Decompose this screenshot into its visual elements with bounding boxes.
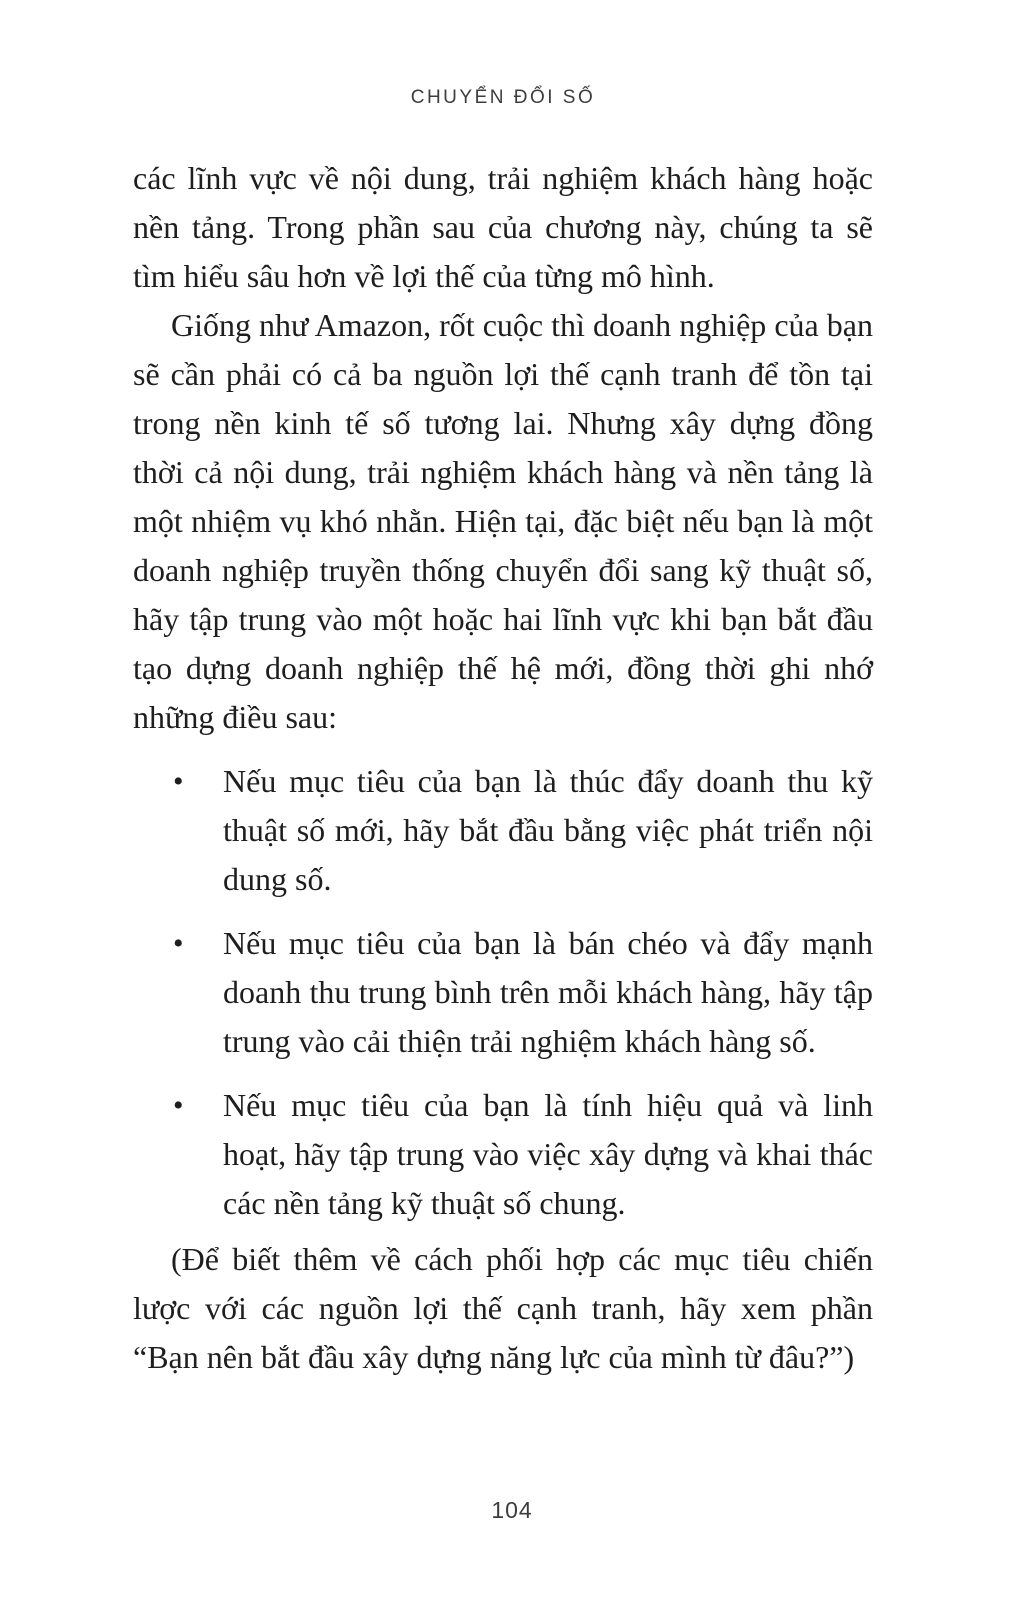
bullet-icon: • <box>173 1089 184 1122</box>
bullet-icon: • <box>173 765 184 798</box>
bullet-text: Nếu mục tiêu của bạn là bán chéo và đẩy mạnh doanh thu trung bình trên mỗi khách hàng, hãy tập trung vào cải thiện trải nghiệm khách hàng số. <box>223 925 873 1059</box>
bullet-text: Nếu mục tiêu của bạn là thúc đẩy doanh thu kỹ thuật số mới, hãy bắt đầu bằng việc phát triển nội dung số. <box>223 763 873 897</box>
list-item <box>133 757 873 904</box>
paragraph-continuation: các lĩnh vực về nội dung, trải nghiệm khách hàng hoặc nền tảng. Trong phần sau của chương này, chúng ta sẽ tìm hiểu sâu hơn về lợi thế của từng mô hình. <box>133 160 873 294</box>
bullet-icon: • <box>173 927 184 960</box>
page-number: 104 <box>491 1497 533 1523</box>
bullet-list <box>133 757 873 1228</box>
paragraph-amazon: Giống như Amazon, rốt cuộc thì doanh nghiệp của bạn sẽ cần phải có cả ba nguồn lợi thế cạnh tranh để tồn tại trong nền kinh tế số tương lai. Nhưng xây dựng đồng thời cả nội dung, trải nghiệm khách hàng và nền tảng là một nhiệm vụ khó nhằn. Hiện tại, đặc biệt nếu bạn là một doanh nghiệp truyền thống chuyển đổi sang kỹ thuật số, hãy tập trung vào một hoặc hai lĩnh vực khi bạn bắt đầu tạo dựng doanh nghiệp thế hệ mới, đồng thời ghi nhớ những điều sau: <box>133 307 873 735</box>
list-item <box>133 1081 873 1228</box>
bullet-text: Nếu mục tiêu của bạn là tính hiệu quả và linh hoạt, hãy tập trung vào việc xây dựng và khai thác các nền tảng kỹ thuật số chung. <box>223 1087 873 1221</box>
list-item <box>133 919 873 1066</box>
running-header: CHUYỂN ĐỔI SỐ <box>410 87 596 108</box>
page-content <box>133 154 873 1382</box>
paragraph-note: (Để biết thêm về cách phối hợp các mục tiêu chiến lược với các nguồn lợi thế cạnh tranh, hãy xem phần “Bạn nên bắt đầu xây dựng năng lực của mình từ đâu?”) <box>133 1241 873 1375</box>
